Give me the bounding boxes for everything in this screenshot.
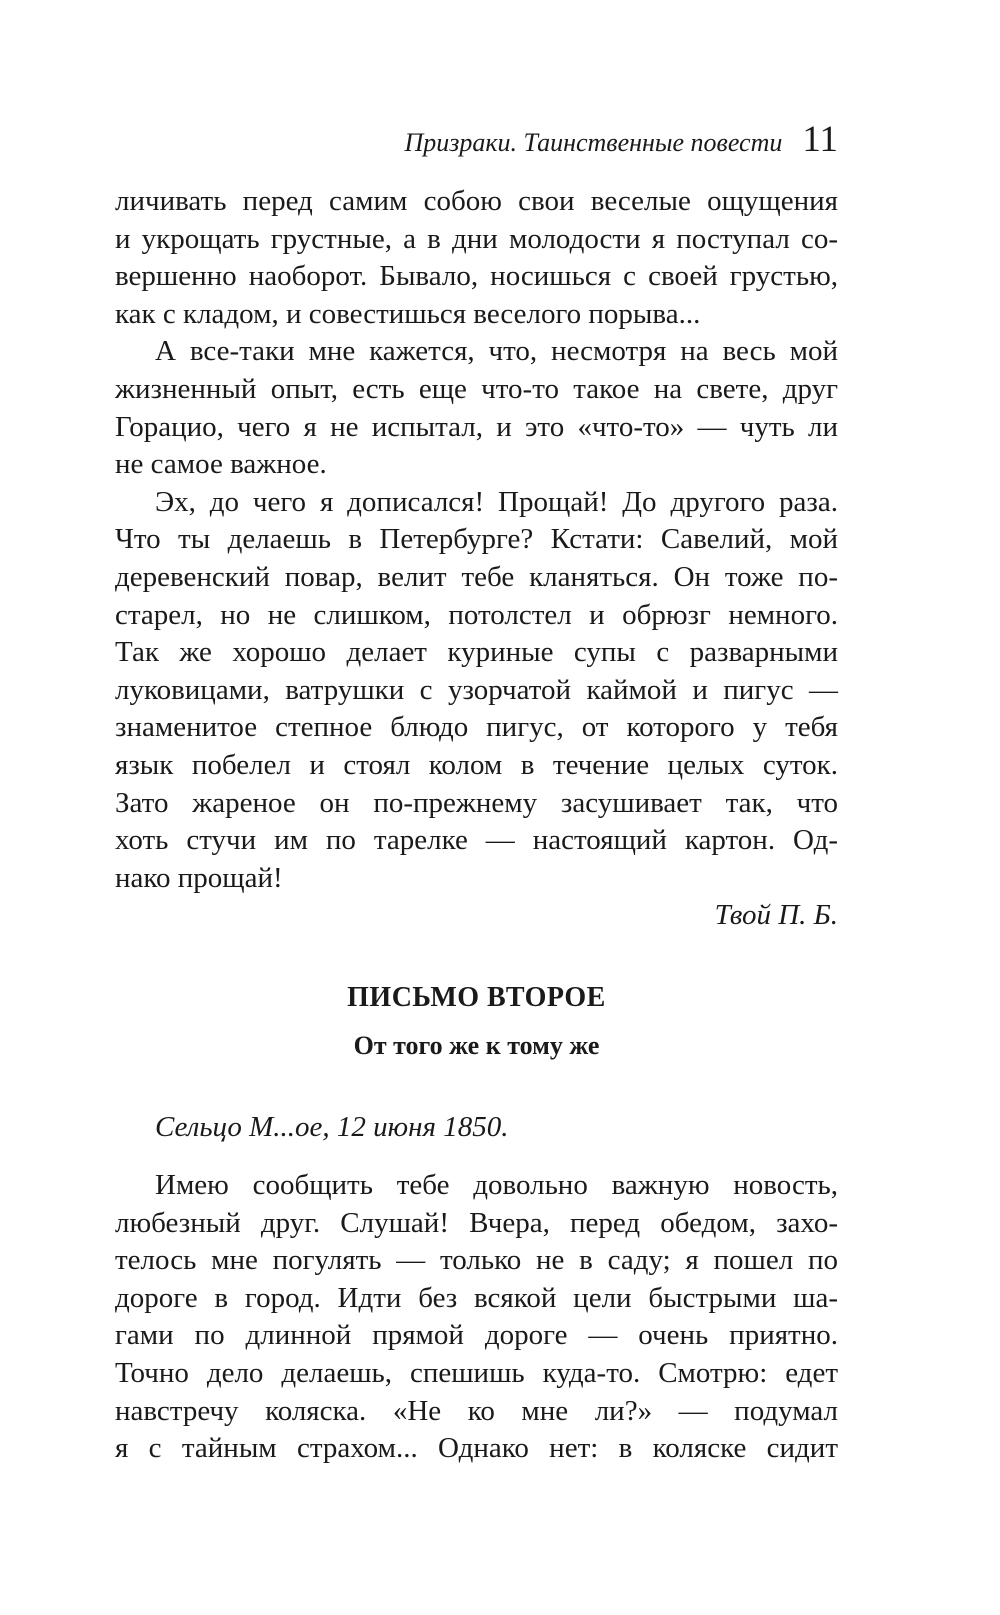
text-line: Зато жареное он по-прежнему засушивает так, что: [115, 786, 838, 819]
text-line: не самое важное.: [115, 448, 327, 481]
text-line: как с кладом, и совестишься веселого порыва...: [115, 297, 701, 330]
text-line: знаменитое степное блюдо пигус, от которого у тебя: [115, 711, 838, 744]
text-line: дороге в город. Идти без всякой цели быстрыми ша-: [115, 1281, 838, 1314]
text-line: нако прощай!: [115, 861, 283, 894]
text-line: язык побелел и стоял колом в течение целых суток.: [115, 748, 838, 781]
text-line: телось мне погулять — только не в саду; я пошел по: [115, 1244, 838, 1277]
text-line: гами по длинной прямой дороге — очень приятно.: [115, 1319, 838, 1352]
letter-heading: ПИСЬМО ВТОРОЕ: [347, 982, 606, 1013]
text-line: луковицами, ватрушки с узорчатой каймой и пигус —: [115, 673, 838, 706]
running-title: Призраки. Таинственные повести: [404, 128, 783, 157]
text-line: Эх, до чего я дописался! Прощай! До другого раза.: [155, 485, 838, 518]
text-line: Так же хорошо делает куриные супы с разварными: [115, 636, 838, 669]
text-line: личивать перед самим собою свои веселые ощущения: [115, 185, 838, 217]
running-header: [115, 118, 838, 161]
page-number: 11: [802, 119, 838, 160]
text-line: Имею сообщить тебе довольно важную новость,: [155, 1169, 838, 1201]
text-line: и укрощать грустные, а в дни молодости я поступал со-: [115, 222, 838, 255]
text-line: я с тайным страхом... Однако нет: в коляске сидит: [115, 1432, 838, 1465]
text-line: старел, но не слишком, потолстел и обрюзг немного.: [115, 598, 838, 631]
dateline: Сельцо М...ое, 12 июня 1850.: [155, 1111, 509, 1143]
text-line: хоть стучи им по тарелке — настоящий картон. Од-: [115, 824, 838, 857]
signature: Твой П. Б.: [714, 899, 838, 932]
text-block-1: [115, 183, 838, 935]
text-line: А все-таки мне кажется, что, несмотря на весь мой: [155, 335, 838, 368]
letter-subheading: От того же к тому же: [353, 1031, 600, 1060]
text-line: деревенский повар, велит тебе кланяться. Он тоже по-: [115, 560, 838, 593]
text-line: Что ты делаешь в Петербурге? Кстати: Савелий, мой: [115, 523, 838, 556]
text-line: вершенно наоборот. Бывало, носишься с своей грустью,: [115, 260, 838, 293]
text-line: навстречу коляска. «Не ко мне ли?» — подумал: [115, 1394, 838, 1427]
text-line: Точно дело делаешь, спешишь куда-то. Смотрю: едет: [115, 1356, 838, 1389]
text-block-2: [115, 1167, 838, 1468]
text-line: Горацио, чего я не испытал, и это «что-то» — чуть ли: [115, 410, 838, 443]
text-line: жизненный опыт, есть еще что-то такое на свете, друг: [115, 372, 838, 405]
text-line: любезный друг. Слушай! Вчера, перед обедом, захо-: [115, 1206, 838, 1239]
